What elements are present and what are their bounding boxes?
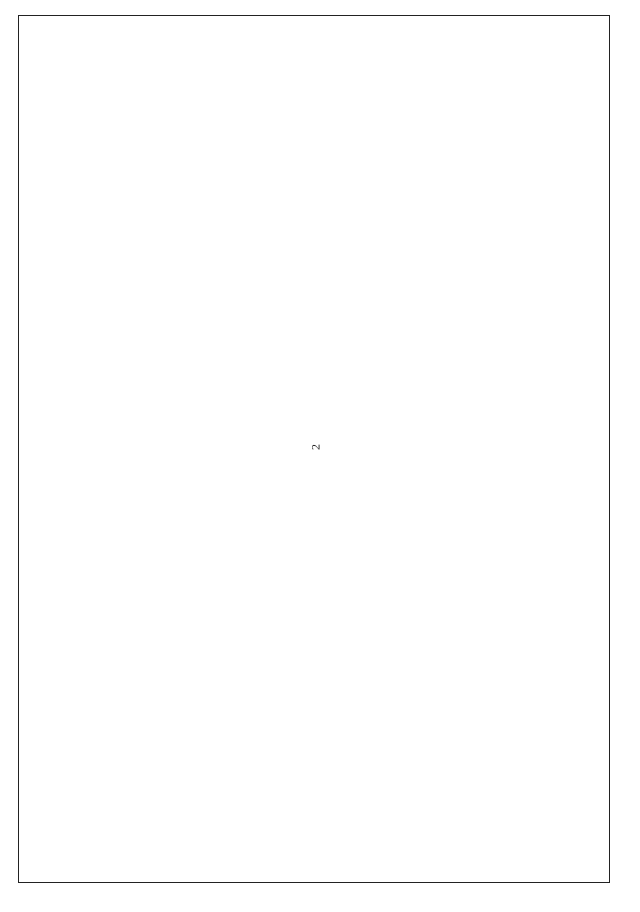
page-number: 2 (308, 444, 323, 450)
rotated-content (621, 21, 640, 895)
